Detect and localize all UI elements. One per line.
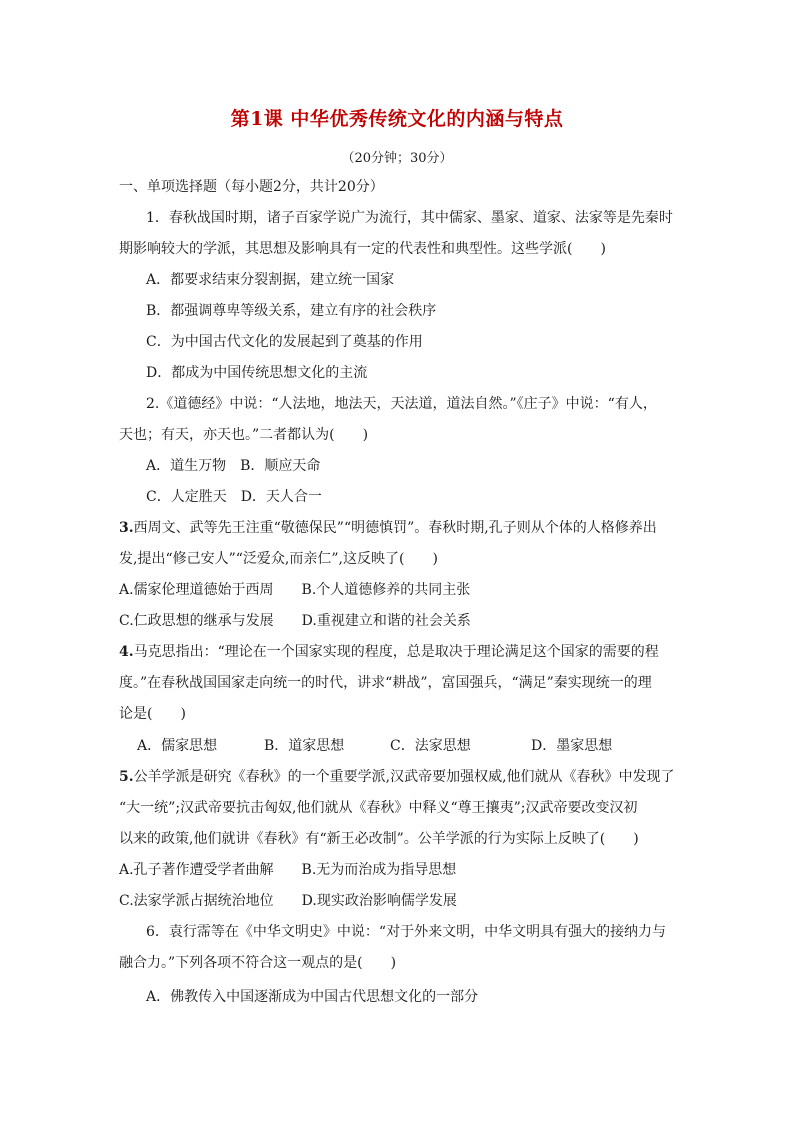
q3-options-ab: A.儒家伦理道德始于西周 B.个人道德修养的共同主张	[119, 582, 471, 598]
q1-option-c: C．为中国古代文化的发展起到了奠基的作用	[146, 334, 423, 350]
q3-options-cd: C.仁政思想的继承与发展 D.重视建立和谐的社会关系	[119, 613, 471, 629]
lesson-title: 第1课 中华优秀传统文化的内涵与特点	[230, 108, 564, 130]
section-heading: 一、单项选择题（每小题2分，共计20分）	[119, 179, 384, 195]
q4-option-b: B．道家思想	[264, 738, 345, 754]
q4-stem-line2: 度。”在春秋战国国家走向统一的时代，讲求“耕战”，富国强兵，“满足”秦实现统一的理	[119, 675, 652, 691]
q6-option-a: A．佛教传入中国逐渐成为中国古代思想文化的一部分	[146, 989, 479, 1005]
q5-number: 5.	[119, 769, 134, 785]
q5-options-cd: C.法家学派占据统治地位 D.现实政治影响儒学发展	[119, 893, 457, 909]
q6-stem-line2: 融合力。”下列各项不符合这一观点的是( )	[119, 955, 397, 971]
q4-option-d: D．墨家思想	[531, 738, 613, 754]
q5-options-ab: A.孔子著作遭受学者曲解 B.无为而治成为指导思想	[119, 862, 457, 878]
q1-option-b: B．都强调尊卑等级关系，建立有序的社会秩序	[146, 303, 437, 319]
q3-stem-line1	[119, 518, 657, 538]
q5-stem-line2: “大一统”;汉武帝要抗击匈奴,他们就从《春秋》中释义“尊王攘夷”;汉武帝要改变汉初	[119, 800, 638, 816]
q4-stem-text1: 马克思指出：“理论在一个国家实现的程度，总是取决于理论满足这个国家的需要的程	[133, 644, 659, 660]
q2-stem-line1: 2.《道德经》中说：“人法地，地法天，天法道，道法自然。”《庄子》中说：“有人，	[146, 396, 657, 412]
q5-stem-line1	[119, 767, 675, 787]
time-score-note: （20分钟；30分）	[341, 151, 453, 166]
q4-stem-line3: 论是( )	[119, 706, 186, 722]
q1-stem-line1: 1．春秋战国时期，诸子百家学说广为流行，其中儒家、墨家、道家、法家等是先秦时	[146, 210, 673, 226]
q1-option-d: D．都成为中国传统思想文化的主流	[146, 365, 368, 381]
q2-options-ab: A．道生万物 B．顺应天命	[146, 458, 321, 474]
q3-stem-text1: 西周文、武等先王注重“敬德保民”“明德慎罚”。春秋时期,孔子则从个体的人格修养出	[133, 520, 657, 536]
q1-option-a: A．都要求结束分裂割据，建立统一国家	[146, 272, 395, 288]
q6-stem-line1: 6．袁行霈等在《中华文明史》中说：“对于外来文明，中华文明具有强大的接纳力与	[146, 924, 667, 940]
q1-stem-line2: 期影响较大的学派，其思想及影响具有一定的代表性和典型性。这些学派( )	[119, 241, 606, 257]
q4-option-a: A．儒家思想	[137, 738, 218, 754]
q2-stem-line2: 天也；有天，亦天也。”二者都认为( )	[119, 427, 369, 443]
q4-stem-line1	[119, 642, 659, 662]
q5-stem-text1: 公羊学派是研究《春秋》的一个重要学派,汉武帝要加强权威,他们就从《春秋》中发现了	[133, 769, 675, 785]
q4-number: 4.	[119, 644, 134, 660]
q5-stem-line3: 以来的政策,他们就讲《春秋》有“新王必改制”。公羊学派的行为实际上反映了( )	[119, 831, 639, 847]
q3-number: 3.	[119, 520, 134, 536]
q3-stem-line2: 发,提出“修己安人”“泛爱众,而亲仁”,这反映了( )	[119, 551, 438, 567]
q2-options-cd: C．人定胜天 D．天人合一	[146, 489, 322, 505]
q4-option-c: C．法家思想	[390, 738, 471, 754]
